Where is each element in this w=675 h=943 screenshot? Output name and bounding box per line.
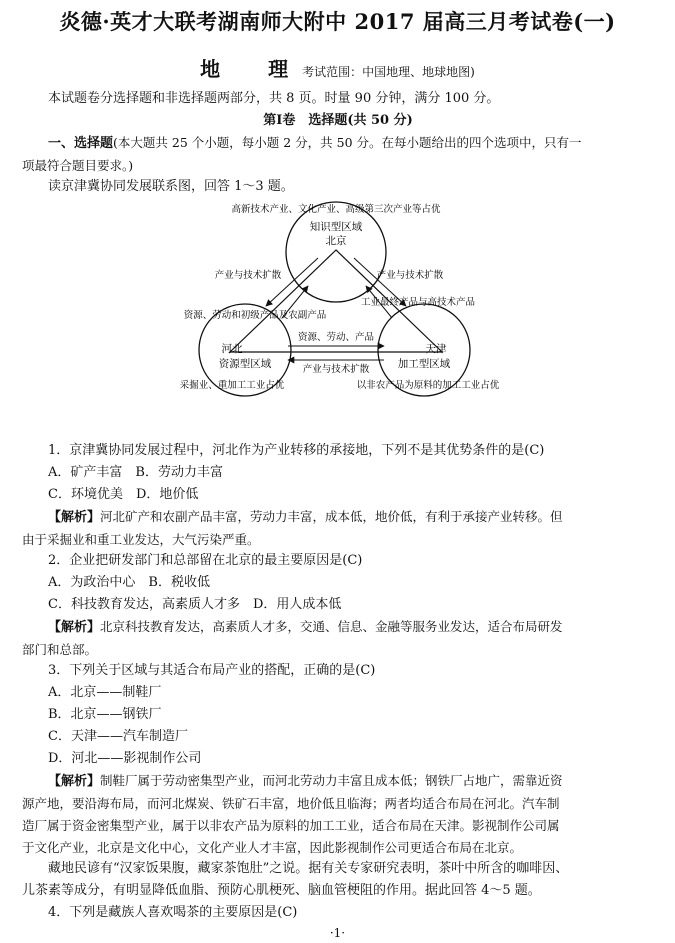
q2-analysis-line1: 北京科技教育发达，高素质人才多，交通、信息、金融等服务业发达，适合布局研发 xyxy=(100,619,563,634)
tianjin-name: 天津 xyxy=(425,343,447,355)
tea-passage xyxy=(22,858,654,902)
section-title: 第Ⅰ卷 选择题(共 50 分) xyxy=(263,113,413,128)
question-3 xyxy=(22,660,654,859)
left-arrow-label: 产业与技术扩散 xyxy=(214,270,282,281)
part1-label: 一、选择题 xyxy=(48,136,114,151)
q2-options-ab: A．为政治中心 B．税收低 xyxy=(48,575,210,590)
subject-line xyxy=(0,56,675,86)
q1-analysis-line1: 河北矿产和农副产品丰富，劳动力丰富，成本低，地价低，有利于承接产业转移。但 xyxy=(100,509,563,524)
beijing-circle xyxy=(286,202,386,302)
q3-option-d: D．河北——影视制作公司 xyxy=(48,751,202,766)
left-return-label: 资源、劳动和初级产品及农副产品 xyxy=(183,310,327,321)
beijing-name: 北京 xyxy=(325,235,347,247)
hebei-type: 资源型区域 xyxy=(218,358,272,370)
q3-option-a: A．北京——制鞋厂 xyxy=(48,685,162,700)
beijing-to-hebei-arrow xyxy=(266,258,318,306)
part1-desc-line2: 项最符合题目要求。) xyxy=(22,158,134,173)
right-arrow-label: 产业与技术扩散 xyxy=(376,270,444,281)
hebei-note: 采掘业、重加工工业占优 xyxy=(179,380,285,391)
q2-options-cd: C．科技教育发达，高素质人才多 D．用人成本低 xyxy=(48,597,342,612)
middle-top-label: 资源、劳动、产品 xyxy=(297,332,375,343)
q3-option-c: C．天津——汽车制造厂 xyxy=(48,729,188,744)
q2-stem: 2．企业把研发部门和总部留在北京的最主要原因是(C) xyxy=(48,553,363,568)
subject-name: 地 理 xyxy=(200,57,303,81)
middle-bottom-label: 产业与技术扩散 xyxy=(302,364,370,375)
q3-stem: 3．下列关于区域与其适合布局产业的搭配，正确的是(C) xyxy=(48,663,376,678)
intro-text: 本试题卷分选择题和非选择题两部分，共 8 页。时量 90 分钟，满分 100 分。 xyxy=(48,91,500,106)
part1-desc-line1: (本大题共 25 个小题，每小题 2 分，共 50 分。在每小题给出的四个选项中，只有一 xyxy=(113,135,582,150)
top-note: 高新技术产业、文化产业、高级第三次产业等占优 xyxy=(231,204,441,215)
q2-analysis-label: 【解析】 xyxy=(48,620,101,635)
question-1 xyxy=(22,440,654,551)
q4-stem: 4．下列是藏族人喜欢喝茶的主要原因是(C) xyxy=(48,905,298,920)
q3-analysis-line4: 于文化产业，北京是文化中心，文化产业人才丰富，因此影视制作公司更适合布局在北京。 xyxy=(22,840,523,855)
tianjin-type: 加工型区域 xyxy=(397,358,451,370)
exam-title: 炎德·英才大联考湖南师大附中 2017 届高三月考试卷(一) xyxy=(59,9,616,34)
q1-options-ab: A．矿产丰富 B．劳动力丰富 xyxy=(48,465,223,480)
q3-analysis-line2: 源产地，要沿海布局，而河北煤炭、铁矿石丰富，地价低且临海；两者均适合布局在河北。汽车制 xyxy=(22,796,560,811)
q1-options-cd: C．环境优美 D．地价低 xyxy=(48,487,199,502)
q2-analysis-line2: 部门和总部。 xyxy=(22,642,98,657)
passage-line1: 藏地民谚有“汉家饭果腹，藏家茶饱肚”之说。据有关专家研究表明，茶叶中所含的咖啡因、 xyxy=(48,861,569,876)
figure-prompt: 读京津冀协同发展联系图，回答 1～3 题。 xyxy=(48,179,294,194)
q3-analysis-line3: 造厂属于资金密集型产业，属于以非农产品为原料的加工工业，适合布局在天津。影视制作公司属 xyxy=(22,818,560,833)
beijing-type: 知识型区域 xyxy=(309,221,363,233)
q3-option-b: B．北京——钢铁厂 xyxy=(48,707,162,722)
right-return-label: 工业最终产品与高技术产品 xyxy=(360,297,476,308)
q1-stem: 1．京津冀协同发展过程中，河北作为产业转移的承接地，下列不是其优势条件的是(C) xyxy=(48,443,545,458)
exam-scope: 考试范围：中国地理、地球地图) xyxy=(302,65,475,79)
question-2 xyxy=(22,550,654,661)
question-4 xyxy=(22,902,654,924)
part1-instructions xyxy=(22,132,654,177)
q1-analysis-label: 【解析】 xyxy=(48,510,101,525)
tianjin-note: 以非农产品为原料的加工工业占优 xyxy=(356,380,500,391)
page-number: ·1· xyxy=(329,926,346,940)
jingjinji-diagram xyxy=(170,200,520,400)
q3-analysis-label: 【解析】 xyxy=(48,774,101,789)
passage-line2: 儿茶素等成分，有明显降低血脂、预防心肌梗死、脑血管梗阻的作用。据此回答 4～5 题。 xyxy=(22,883,541,898)
q3-analysis-line1: 制鞋厂属于劳动密集型产业，而河北劳动力丰富且成本低；钢铁厂占地广，需靠近资 xyxy=(100,773,563,788)
q1-analysis-line2: 由于采掘业和重工业发达，大气污染严重。 xyxy=(22,532,260,547)
hebei-name: 河北 xyxy=(221,343,243,355)
